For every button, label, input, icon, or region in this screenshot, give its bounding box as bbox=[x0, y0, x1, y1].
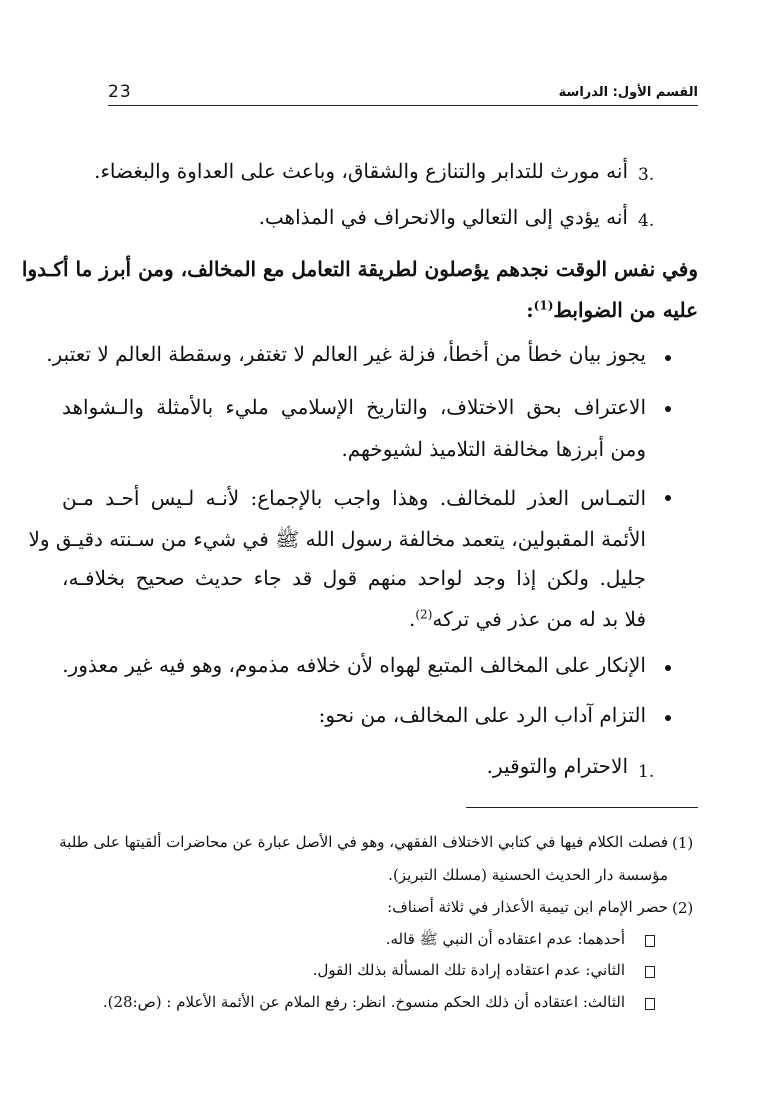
checkbox-glyph bbox=[645, 966, 655, 978]
section-title: القسم الأول: الدراسة bbox=[558, 85, 698, 100]
list-item: أنه مورث للتدابر والتنازع والشقاق، وباعث على العداوة والبغضاء. bbox=[94, 159, 628, 183]
footnote-ref: (1) bbox=[533, 298, 554, 313]
bullet-marker bbox=[665, 406, 671, 412]
bullet-marker bbox=[665, 665, 671, 671]
bullet-marker bbox=[665, 355, 671, 361]
list-number: 3. bbox=[638, 165, 655, 185]
intro-line bbox=[526, 298, 698, 322]
page-number: 23 bbox=[108, 82, 132, 102]
header-rule bbox=[108, 105, 698, 106]
footnote-subitem: أحدهما: عدم اعتقاده أن النبي ﷺ قاله. bbox=[385, 930, 625, 948]
bullet-marker bbox=[665, 715, 671, 721]
footnote-rule bbox=[466, 807, 698, 808]
bullet-item: التزام آداب الرد على المخالف، من نحو: bbox=[318, 703, 646, 727]
footnote-text: فصلت الكلام فيها في كتابي الاختلاف الفقهي، وهو في الأصل عبارة عن محاضرات ألقيتها على طلبة bbox=[59, 833, 668, 851]
bullet-item: الاعتراف بحق الاختلاف، والتاريخ الإسلامي مليء بالأمثلة والـشواهد bbox=[62, 395, 646, 419]
checkbox-glyph bbox=[645, 998, 655, 1010]
footnote-text: مؤسسة دار الحديث الحسنية (مسلك التبريز). bbox=[388, 866, 668, 884]
intro-text: عليه من الضوابط bbox=[553, 298, 698, 322]
footnote-ref: (2) bbox=[415, 607, 433, 622]
bullet-text: فلا بد له من عذر في تركه bbox=[432, 607, 646, 631]
footnote-subitem: الثاني: عدم اعتقاده إرادة تلك المسألة بذلك القول. bbox=[312, 961, 625, 979]
bullet-item: الإنكار على المخالف المتبع لهواه لأن خلافه مذموم، وهو فيه غير معذور. bbox=[62, 653, 646, 677]
list-number: 1. bbox=[638, 762, 655, 782]
bullet-item: يجوز بيان خطأ من أخطأ، فزلة غير العالم لا تغتفر، وسقطة العالم لا تعتبر. bbox=[46, 342, 646, 366]
bullet-item-continued: الأئمة المقبولين، يتعمد مخالفة رسول الله ﷺ في شيء من سـنته دقيـق ولا bbox=[28, 527, 646, 551]
footnote-text: حصر الإمام ابن تيمية الأعذار في ثلاثة أصناف: bbox=[387, 898, 668, 916]
list-item: الاحترام والتوقير. bbox=[486, 754, 628, 778]
intro-colon: : bbox=[526, 298, 534, 322]
bullet-item-continued bbox=[409, 607, 646, 631]
bullet-item: التمـاس العذر للمخالف. وهذا واجب بالإجماع: لأنـه لـيس أحـد مـن bbox=[62, 486, 646, 510]
bullet-marker bbox=[665, 495, 671, 501]
bullet-item-continued: جليل. ولكن إذا وجد لواحد منهم قول قد جاء حديث صحيح بخلافـه، bbox=[62, 566, 646, 590]
checkbox-glyph bbox=[645, 935, 655, 947]
footnote-number: (1) bbox=[672, 834, 694, 852]
bullet-period: . bbox=[409, 607, 416, 631]
footnote-subitem: الثالث: اعتقاده أن ذلك الحكم منسوخ. انظر: رفع الملام عن الأئمة الأعلام : (ص:28). bbox=[102, 993, 625, 1011]
running-header bbox=[108, 82, 698, 104]
bullet-item-continued: ومن أبرزها مخالفة التلاميذ لشيوخهم. bbox=[341, 437, 646, 461]
intro-line: وفي نفس الوقت نجدهم يؤصلون لطريقة التعامل مع المخالف، ومن أبرز ما أكـدوا bbox=[21, 257, 698, 281]
list-item: أنه يؤدي إلى التعالي والانحراف في المذاهب. bbox=[258, 205, 628, 229]
footnote-number: (2) bbox=[672, 899, 694, 917]
list-number: 4. bbox=[638, 211, 655, 231]
